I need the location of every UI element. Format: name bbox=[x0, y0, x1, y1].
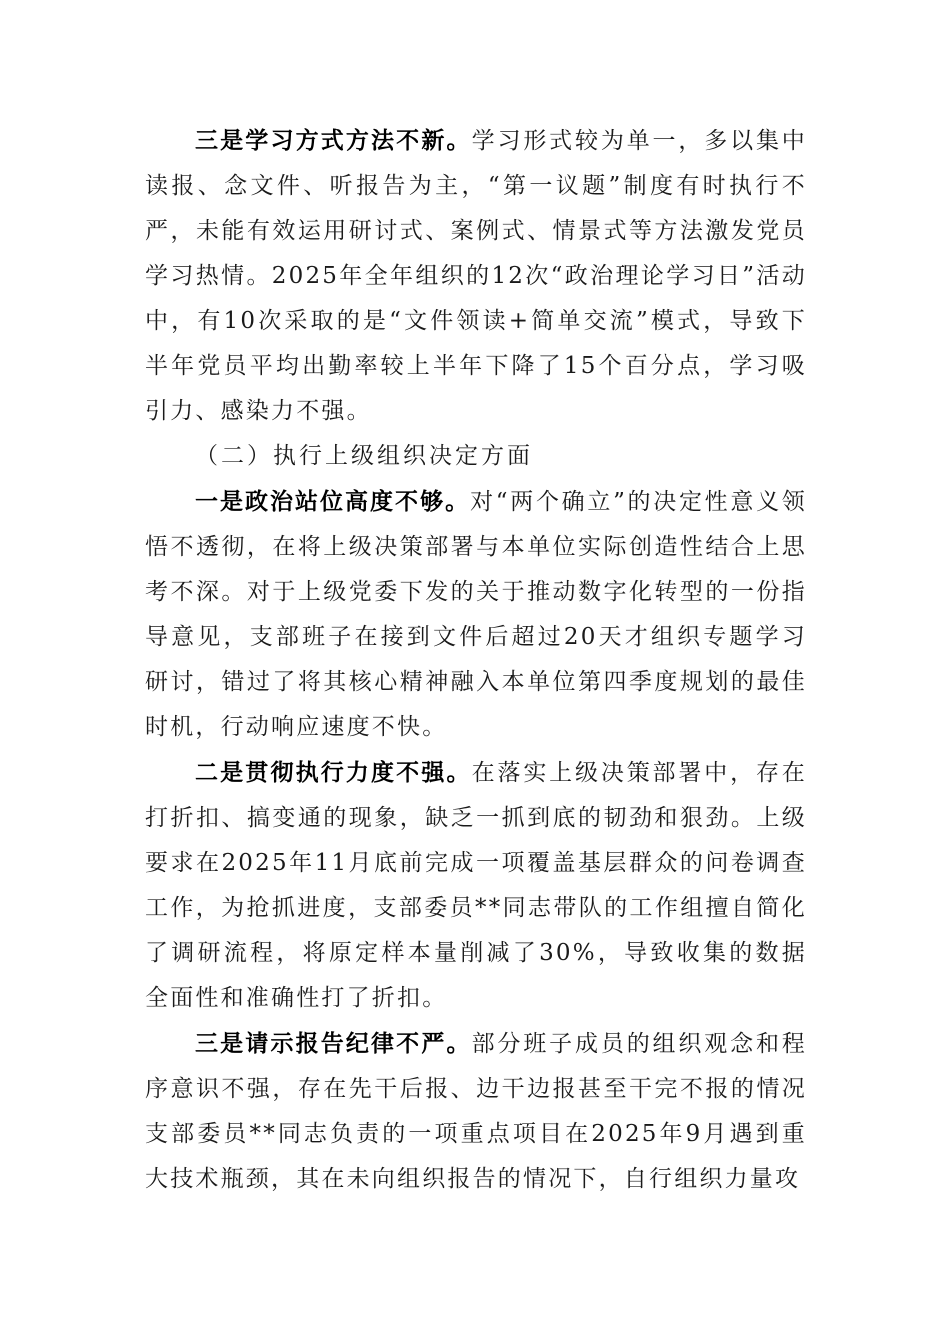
document-page bbox=[145, 118, 807, 1202]
paragraph-political-stance bbox=[145, 479, 807, 750]
paragraph-learning-methods bbox=[145, 118, 807, 434]
paragraph-lead: 三是请示报告纪律不严。 bbox=[195, 1030, 472, 1057]
paragraph-lead: 一是政治站位高度不够。 bbox=[195, 488, 471, 515]
paragraph-implementation bbox=[145, 750, 807, 1021]
paragraph-body: 对“两个确立”的决定性意义领悟不透彻，在将上级决策部署与本单位实际创造性结合上思考不深。对于上级党委下发的关于推动数字化转型的一份指导意见，支部班子在接到文件后超过20天才组织专题学习研讨，错过了将其核心精神融入本单位第四季度规划的最佳时机，行动响应速度不快。 bbox=[145, 489, 808, 740]
paragraph-body: 在落实上级决策部署中，存在打折扣、搞变通的现象，缺乏一抓到底的韧劲和狠劲。上级要求在2025年11月底前完成一项覆盖基层群众的问卷调查工作，为抢抓进度，支部委员**同志带队的工作组擅自简化了调研流程，将原定样本量削减了30%，导致收集的数据全面性和准确性打了折扣。 bbox=[145, 760, 807, 1011]
paragraph-lead: 三是学习方式方法不新。 bbox=[195, 127, 472, 154]
section-heading: （二）执行上级组织决定方面 bbox=[195, 443, 533, 469]
paragraph-reporting-discipline bbox=[145, 1021, 807, 1202]
paragraph-body: 学习形式较为单一，多以集中读报、念文件、听报告为主，“第一议题”制度有时执行不严，未能有效运用研讨式、案例式、情景式等方法激发党员学习热情。2025年全年组织的12次“政治理论学习日”活动中，有10次采取的是“文件领读+简单交流”模式，导致下半年党员平均出勤率较上半年下降了15个百分点，学习吸引力、感染力不强。 bbox=[145, 128, 807, 424]
paragraph-lead: 二是贯彻执行力度不强。 bbox=[195, 759, 472, 786]
paragraph-body: 部分班子成员的组织观念和程序意识不强，存在先干后报、边干边报甚至干完不报的情况支部委员**同志负责的一项重点项目在2025年9月遇到重大技术瓶颈，其在未向组织报告的情况下，自行组织力量攻 bbox=[145, 1031, 807, 1192]
